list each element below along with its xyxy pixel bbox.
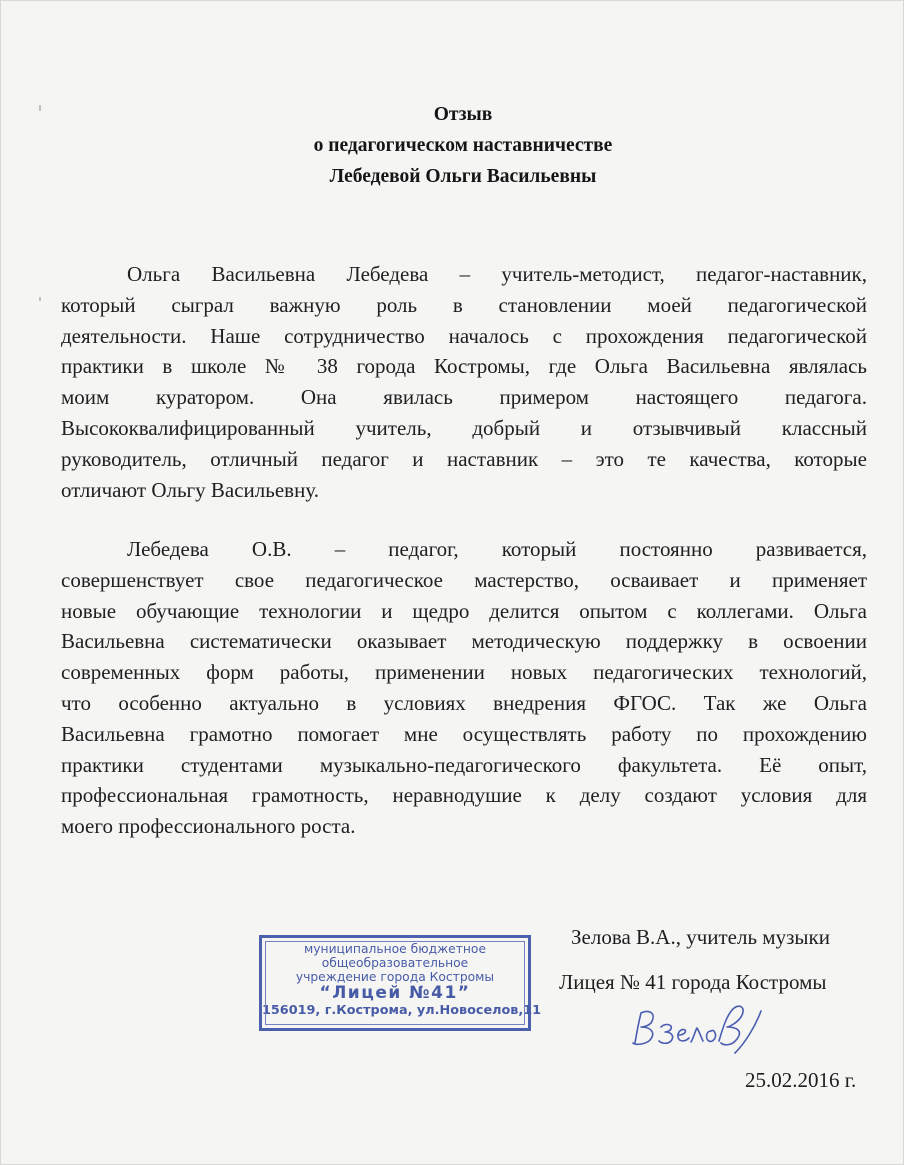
text-line: Ольга Васильевна Лебедева – учитель-методист, педагог-наставник,: [127, 262, 867, 286]
text-line: моего профессионального роста.: [61, 814, 356, 839]
text-line: практики студентами музыкально-педагогического факультета. Её опыт,: [61, 752, 867, 777]
scan-speck: [39, 297, 41, 301]
handwritten-signature: [627, 997, 767, 1061]
text-line: совершенствует свое педагогическое мастерство, осваивает и применяет: [61, 567, 867, 592]
stamp-school-name: “Лицей №41”: [319, 983, 471, 1003]
heading-person-name: Лебедевой Ольги Васильевны: [329, 166, 597, 187]
text-line: Лебедева О.В. – педагог, который постоянно развивается,: [127, 537, 867, 561]
stamp-line: общеобразовательное: [321, 956, 469, 970]
stamp-line: учреждение города Костромы: [295, 970, 495, 984]
text-line: что особенно актуально в условиях внедрения ФГОС. Так же Ольга: [61, 690, 867, 715]
text-line: современных форм работы, применении новых педагогических технологий,: [61, 660, 867, 685]
text-line: Высококвалифицированный учитель, добрый и отзывчивый классный: [61, 415, 867, 440]
text-line: Васильевна систематически оказывает методическую поддержку в освоении: [61, 629, 867, 654]
heading-subtitle: о педагогическом наставничестве: [313, 135, 613, 156]
text-line: Васильевна грамотно помогает мне осуществлять работу по прохождению: [61, 721, 867, 746]
text-line: который сыграл важную роль в становлении моей педагогической: [61, 292, 867, 317]
document-heading: [1, 99, 904, 192]
stamp-address: 156019, г.Кострома, ул.Новоселов,11: [262, 1003, 542, 1018]
text-line: практики в школе № 38 города Костромы, где Ольга Васильевна являлась: [61, 354, 867, 379]
text-line: моим куратором. Она явилась примером настоящего педагога.: [61, 385, 867, 410]
stamp-line: муниципальное бюджетное: [303, 942, 487, 956]
heading-title: Отзыв: [433, 104, 493, 125]
signer-name: Зелова В.А., учитель музыки: [571, 925, 830, 949]
text-line: руководитель, отличный педагог и наставник – это те качества, которые: [61, 446, 867, 471]
review-paragraph-1: [61, 259, 867, 505]
text-line: отличают Ольгу Васильевну.: [61, 477, 319, 502]
text-line: новые обучающие технологии и щедро делится опытом с коллегами. Ольга: [61, 598, 867, 623]
document-date: 25.02.2016 г.: [745, 1068, 857, 1092]
review-paragraph-2: [61, 534, 867, 842]
text-line: деятельности. Наше сотрудничество началось с прохождения педагогической: [61, 323, 867, 348]
organization-stamp: [259, 935, 542, 1031]
text-line: профессиональная грамотность, неравнодушие к делу создают условия для: [61, 783, 867, 808]
signer-organization: Лицея № 41 города Костромы: [559, 970, 827, 994]
